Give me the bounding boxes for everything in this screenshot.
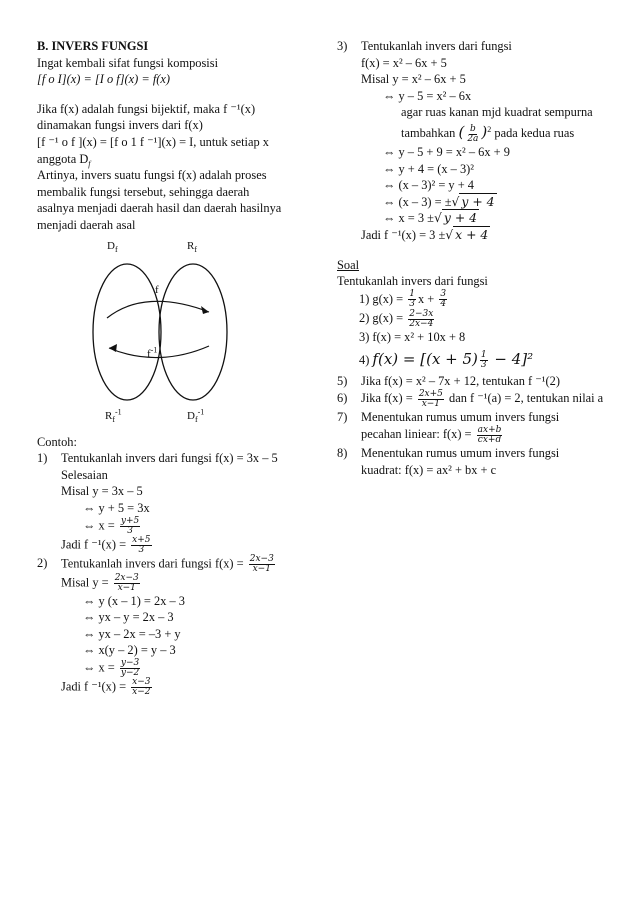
definition-line-3: [f ⁻¹ o f ](x) = [f o 1 f ⁻¹](x) = I, untuk setiap x — [37, 134, 269, 149]
example-1: 1) Tentukanlah invers dari fungsi f(x) = 3x – 5 Selesaian Misal y = 3x – 5 ⇔ y + 5 = 3x ⇔ x = $\frac{y+5}{3}$ Jadi f ⁻¹(x) = $\frac{x+5}{3}$ — [37, 451, 278, 555]
soal-1: 1) g(x) = $\frac{1}{3}$ x + $\frac{3}{4}$ — [359, 289, 447, 310]
definition-line-1: Jika f(x) adalah fungsi bijektif, maka f ⁻¹(x) — [37, 101, 256, 116]
example-1-step-2: ⇔ y + 5 = 3x — [83, 500, 150, 515]
paragraph-line-4: menjadi daerah asal — [37, 217, 136, 232]
example-2-step-5: ⇔ x = $\frac{y-3}{y-2}$ — [83, 657, 140, 678]
example-3-step-3: ⇔ y + 4 = (x – 3)² — [383, 161, 474, 176]
soal-4: 4) f(x) = [(x + 5) $\frac{1}{3}$ − 4]² — [359, 349, 534, 371]
example-3-note-2: tambahkan ( $\frac{b}{2a}$ )$^2$ pada kedua ruas — [401, 122, 575, 144]
example-1-step-3: ⇔ x = $\frac{y+5}{3}$ — [83, 515, 140, 536]
example-1-question: Tentukanlah invers dari fungsi f(x) = 3x – 5 — [61, 451, 278, 466]
example-2-result: Jadi f ⁻¹(x) = $\frac{x-3}{x-2}$ — [61, 676, 151, 697]
soal-intro: Tentukanlah invers dari fungsi — [337, 274, 488, 289]
example-3-step-6: ⇔ x = 3 ±√ y + 4 — [383, 210, 478, 226]
soal-6: 6) Jika f(x) = $\frac{2x+5}{x-1}$ dan f ⁻¹(a) = 2, tentukan nilai a — [337, 388, 604, 409]
example-3-function: f(x) = x² – 6x + 5 — [361, 55, 447, 70]
finv-arrow-label: $f^{-1}$ — [147, 344, 158, 360]
example-3-step-1: ⇔ y – 5 = x² – 6x — [383, 88, 472, 103]
example-3-result: Jadi f ⁻¹(x) = 3 ±√ x + 4 — [361, 226, 489, 242]
example-2-step-2: ⇔ yx – y = 2x – 3 — [83, 610, 174, 625]
paragraph-line-3: asalnya menjadi daerah hasil dan daerah hasilnya — [37, 201, 282, 216]
example-2-misal: Misal y = $\frac{2x-3}{x-1}$ — [61, 572, 139, 593]
example-3-question: Tentukanlah invers dari fungsi — [361, 39, 512, 53]
example-2-question: Tentukanlah invers dari fungsi f(x) = $\frac{2x-3}{x-1}$ — [61, 553, 274, 574]
inverse-function-diagram — [37, 240, 305, 430]
paragraph-line-2: membalik fungsi tersebut, sehingga daerah — [37, 184, 250, 199]
soal-7: 7) Menentukan rumus umum invers fungsi pecahan liniear: f(x) = $\frac{ax+b}{cx+d}$ — [337, 409, 560, 446]
left-column — [37, 38, 305, 697]
definition-line-2: dinamakan fungsi invers dari f(x) — [37, 118, 203, 133]
definition-line-4 — [37, 151, 305, 168]
example-1-selesaian: Selesaian — [61, 467, 108, 482]
def4-sub: f — [88, 159, 91, 169]
example-2-step-3: ⇔ yx – 2x = –3 + y — [83, 626, 181, 641]
soal-3: 3) f(x) = x² + 10x + 8 — [359, 330, 466, 345]
contoh-label: Contoh: — [37, 434, 77, 449]
example-3-step-2: ⇔ y – 5 + 9 = x² – 6x + 9 — [383, 144, 510, 159]
df-label: $D_f$ — [107, 239, 118, 254]
dfinv-label: $D_f^{-1}$ — [187, 406, 205, 424]
diagram-svg — [37, 240, 305, 430]
soal-5: 5) Jika f(x) = x² – 7x + 12, tentukan f ⁻¹(2) — [337, 373, 560, 388]
soal-heading: Soal — [337, 257, 360, 272]
soal-8: 8) Menentukan rumus umum invers fungsi kuadrat: f(x) = ax² + bx + c — [337, 446, 560, 477]
example-2-step-4: ⇔ x(y – 2) = y – 3 — [83, 643, 176, 658]
paragraph-line-1: Artinya, invers suatu fungsi f(x) adalah proses — [37, 168, 267, 183]
example-2-step-1: ⇔ y (x – 1) = 2x – 3 — [83, 593, 185, 608]
rf-label: $R_f$ — [187, 239, 198, 254]
example-3-step-4: ⇔ (x – 3)² = y + 4 — [383, 178, 474, 193]
soal-2: 2) g(x) = $\frac{2-3x}{2x-4}$ — [359, 309, 434, 330]
example-1-step-1: Misal y = 3x – 5 — [61, 484, 143, 499]
example-3-step-5: ⇔ (x – 3) = ±√ y + 4 — [383, 193, 495, 209]
right-column — [337, 38, 607, 478]
example-2: 2) Tentukanlah invers dari fungsi f(x) = $\frac{2x-3}{x-1}$ Misal y = $\frac{2x-3}{x-1}$ ⇔ y (x – 1) = 2x – 3 ⇔ yx – y = 2x – 3 ⇔ yx – 2x = –3 + y ⇔ x(y – 2) = y – 3 ⇔ x = $\frac{y-3}{y-2}$ Jadi f ⁻¹(x) = $\frac{x-3}{x-2}$ — [37, 555, 305, 697]
intro-line: Ingat kembali sifat fungsi komposisi — [37, 55, 219, 70]
section-heading: B. INVERS FUNGSI — [37, 39, 149, 53]
f-arrow-label: f — [155, 283, 159, 296]
example-3: 3) Tentukanlah invers dari fungsi f(x) = x² – 6x + 5 Misal y = x² – 6x + 5 ⇔ y – 5 = x² – 6x agar ruas kanan mjd kuadrat sempurna tambahkan ( $\frac{b}{2a}$ )$^2$ pada kedua ruas ⇔ y – 5 + 9 = x² – 6x + 9 ⇔ y + 4 = (x – 3)² ⇔ (x – 3)² = y + 4 ⇔ (x – 3) = ±√ y + 4 ⇔ x = 3 ±√ y + 4 Jadi f ⁻¹(x) = 3 ±√ x + 4 — [337, 39, 593, 242]
rfinv-label: $R_f^{-1}$ — [105, 406, 122, 424]
example-3-note-1: agar ruas kanan mjd kuadrat sempurna — [401, 105, 593, 120]
composition-property: [f o I](x) = [I o f](x) = f(x) — [37, 72, 171, 87]
example-3-misal: Misal y = x² – 6x + 5 — [361, 72, 466, 87]
def4-text: anggota D — [37, 151, 89, 166]
example-1-result: Jadi f ⁻¹(x) = $\frac{x+5}{3}$ — [61, 534, 151, 555]
